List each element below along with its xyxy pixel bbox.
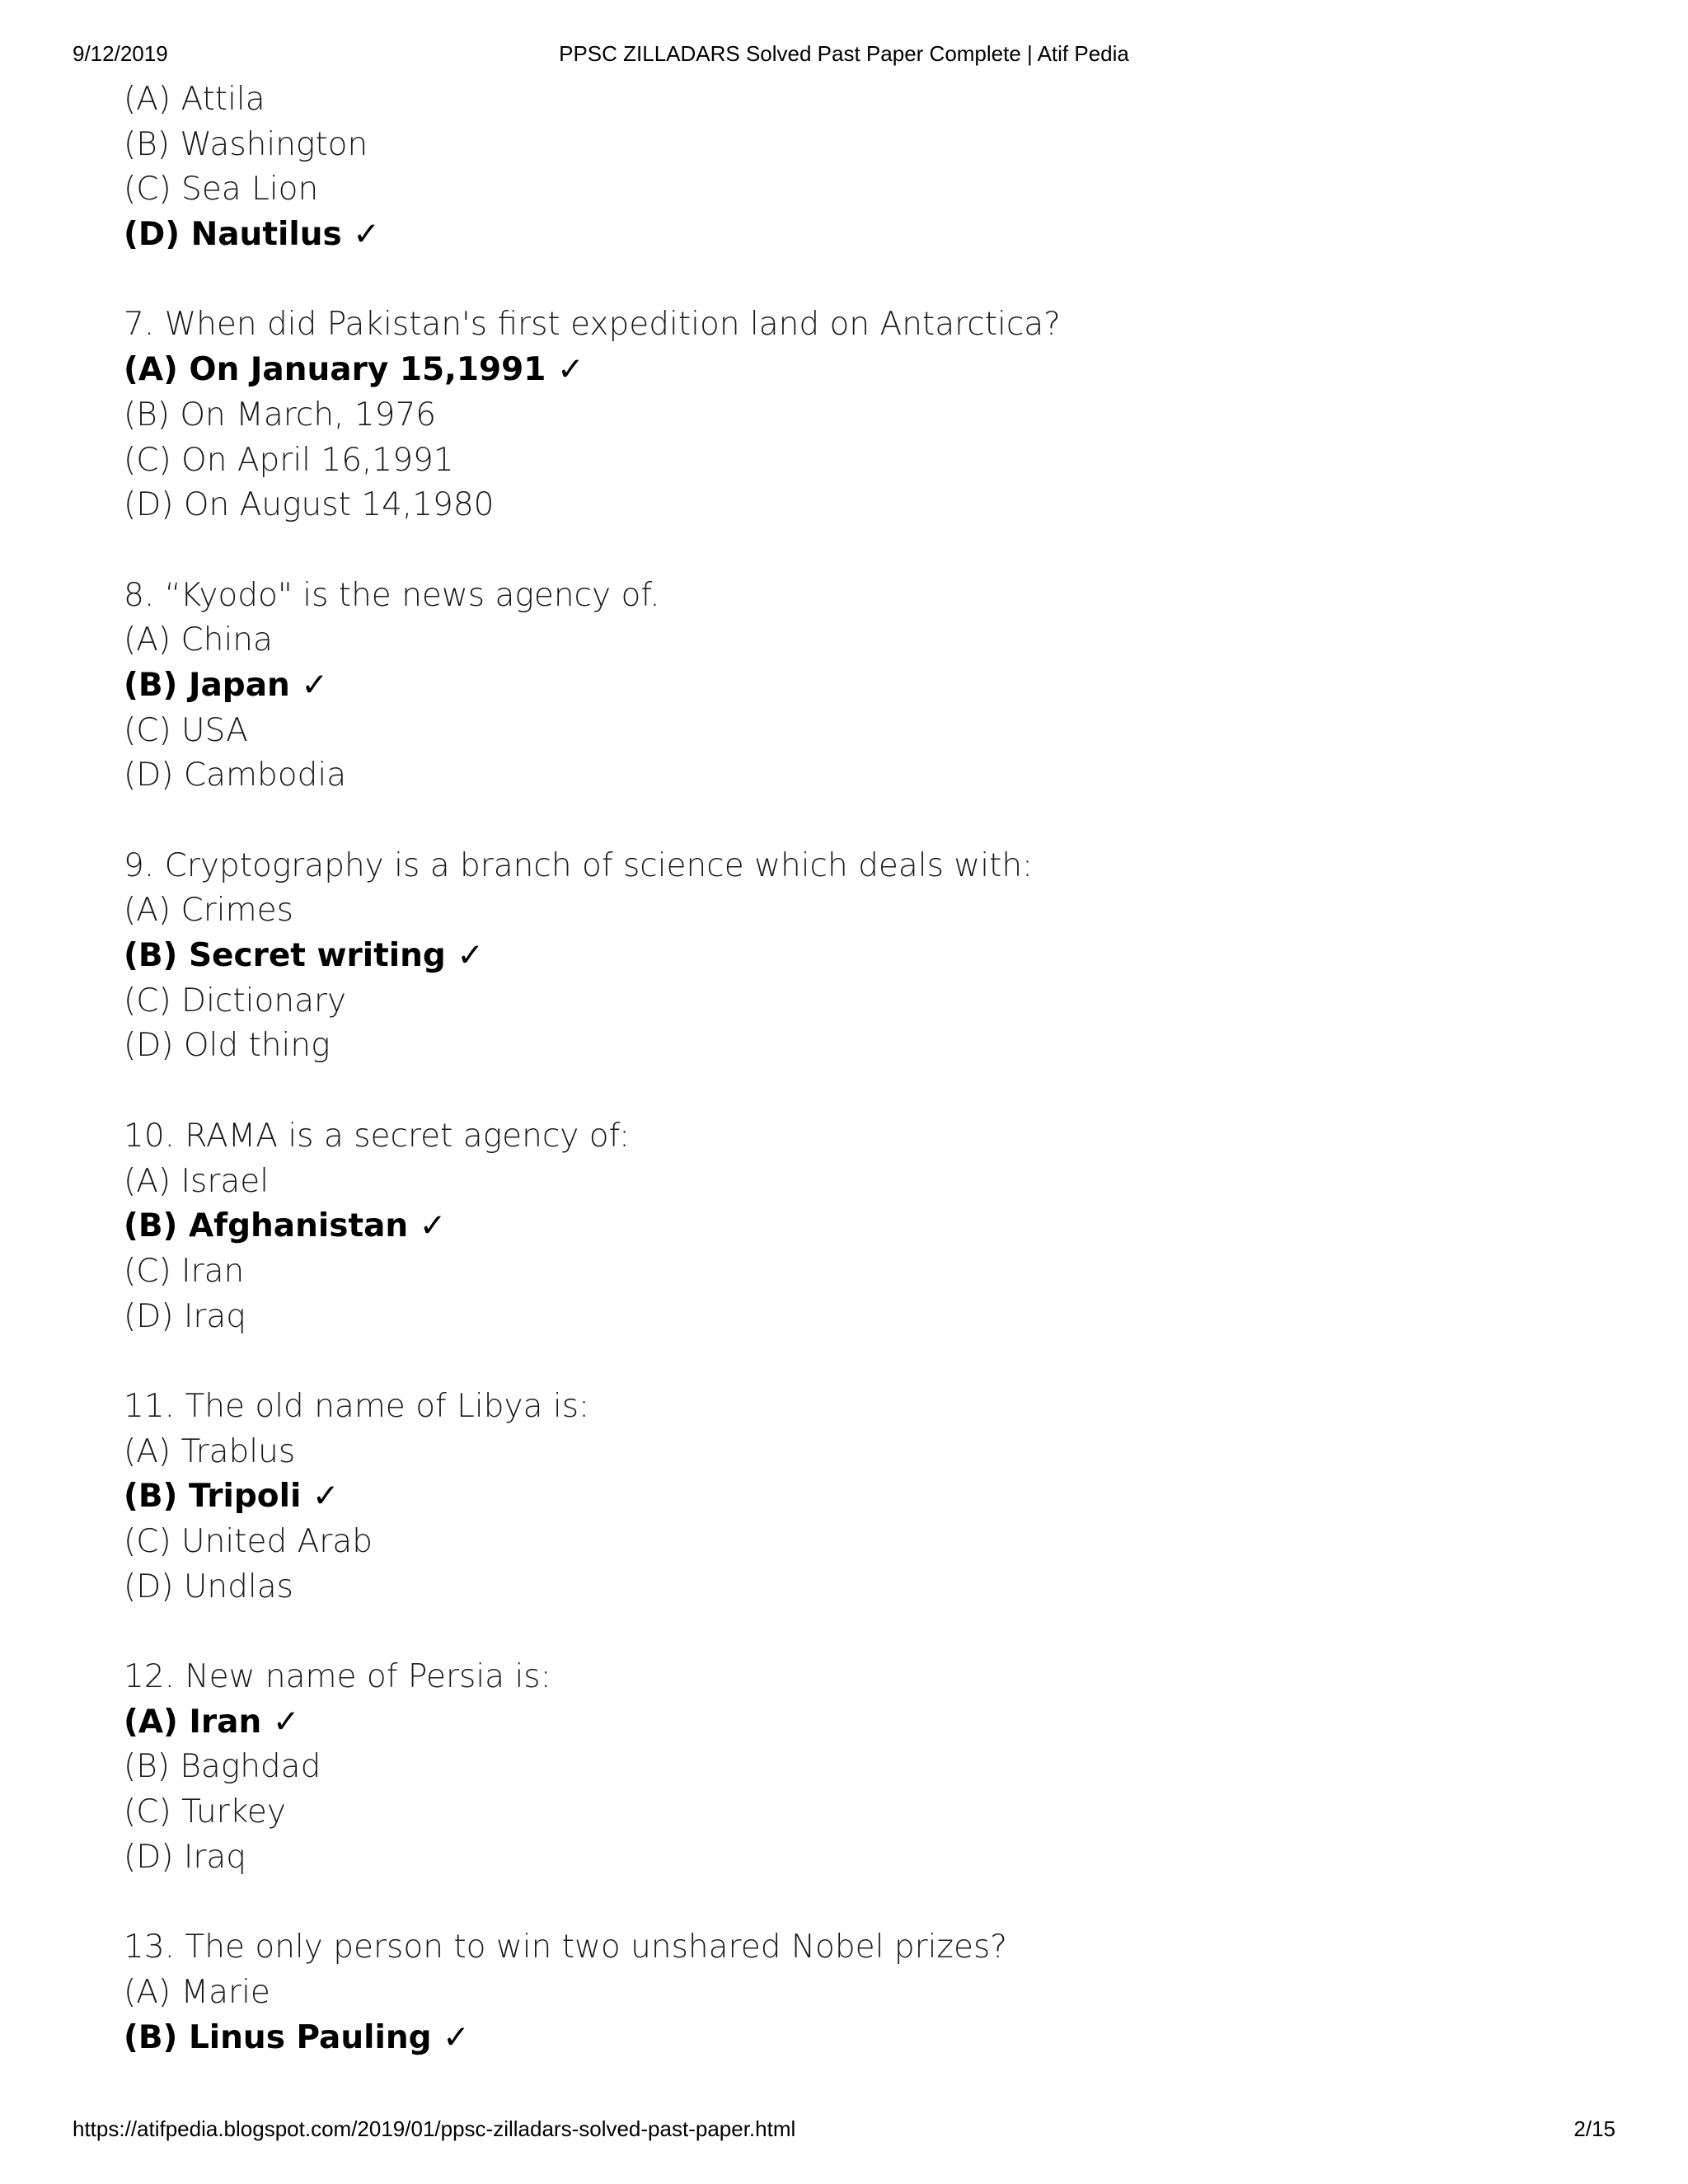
question-block [124, 1925, 1607, 2060]
question-text: 13. The only person to win two unshared Nobel prizes? [124, 1929, 1007, 1966]
block-spacer [124, 1339, 1607, 1385]
block-spacer [124, 528, 1607, 574]
question-text: 10. RAMA is a secret agency of: [124, 1117, 631, 1155]
option: (D) Iraq [124, 1297, 247, 1335]
option: (C) Sea Lion [124, 171, 319, 209]
question-text: 7. When did Pakistan's first expedition land on Antarctica? [124, 306, 1061, 344]
correct-option: (B) Afghanistan ✓ [124, 1207, 447, 1245]
page-number: 2/15 [1573, 2116, 1615, 2141]
option: (D) Old thing [124, 1027, 331, 1065]
option: (A) Trablus [124, 1432, 296, 1470]
question-block [124, 574, 1607, 799]
question-text: 8. “Kyodo" is the news agency of. [124, 576, 660, 614]
print-date: 9/12/2019 [73, 41, 168, 66]
option: (D) On August 14,1980 [124, 486, 495, 524]
quiz-content [124, 77, 1607, 2060]
option: (A) China [124, 621, 273, 659]
block-spacer [124, 1610, 1607, 1655]
option: (C) Dictionary [124, 982, 347, 1019]
option: (B) Washington [124, 125, 368, 163]
question-block [124, 302, 1607, 527]
question-block [124, 1655, 1607, 1880]
option: (D) Iraq [124, 1838, 247, 1876]
block-spacer [124, 799, 1607, 844]
option: (D) Cambodia [124, 757, 347, 794]
question-block [124, 1114, 1607, 1339]
correct-option: (B) Linus Pauling ✓ [124, 2018, 470, 2056]
option: (C) On April 16,1991 [124, 441, 454, 479]
question-text: 11. The old name of Libya is: [124, 1387, 590, 1425]
block-spacer [124, 1881, 1607, 1926]
option: (A) Israel [124, 1162, 270, 1200]
option: (C) Iran [124, 1252, 245, 1290]
block-spacer [124, 1069, 1607, 1114]
correct-option: (A) Iran ✓ [124, 1703, 300, 1741]
block-spacer [124, 258, 1607, 303]
option: (A) Crimes [124, 892, 293, 930]
correct-option: (B) Japan ✓ [124, 666, 329, 704]
correct-option: (A) On January 15,1991 ✓ [124, 351, 584, 389]
option: (C) United Arab [124, 1523, 373, 1560]
correct-option: (D) Nautilus ✓ [124, 216, 380, 254]
option: (D) Undlas [124, 1568, 293, 1605]
question-block [124, 844, 1607, 1069]
question-block [124, 1385, 1607, 1610]
question-block [124, 77, 1607, 258]
question-text: 12. New name of Persia is: [124, 1658, 551, 1696]
option: (B) Baghdad [124, 1748, 321, 1786]
option: (C) USA [124, 711, 248, 749]
correct-option: (B) Tripoli ✓ [124, 1478, 340, 1516]
page-url: https://atifpedia.blogspot.com/2019/01/ppsc-zilladars-solved-past-paper.html [73, 2116, 796, 2141]
option: (A) Attila [124, 81, 265, 118]
correct-option: (B) Secret writing ✓ [124, 937, 485, 975]
question-text: 9. Cryptography is a branch of science which deals with: [124, 846, 1034, 884]
option: (B) On March, 1976 [124, 396, 437, 434]
option: (C) Turkey [124, 1793, 286, 1831]
page-title: PPSC ZILLADARS Solved Past Paper Complete | Atif Pedia [559, 41, 1129, 66]
option: (A) Marie [124, 1973, 270, 2011]
